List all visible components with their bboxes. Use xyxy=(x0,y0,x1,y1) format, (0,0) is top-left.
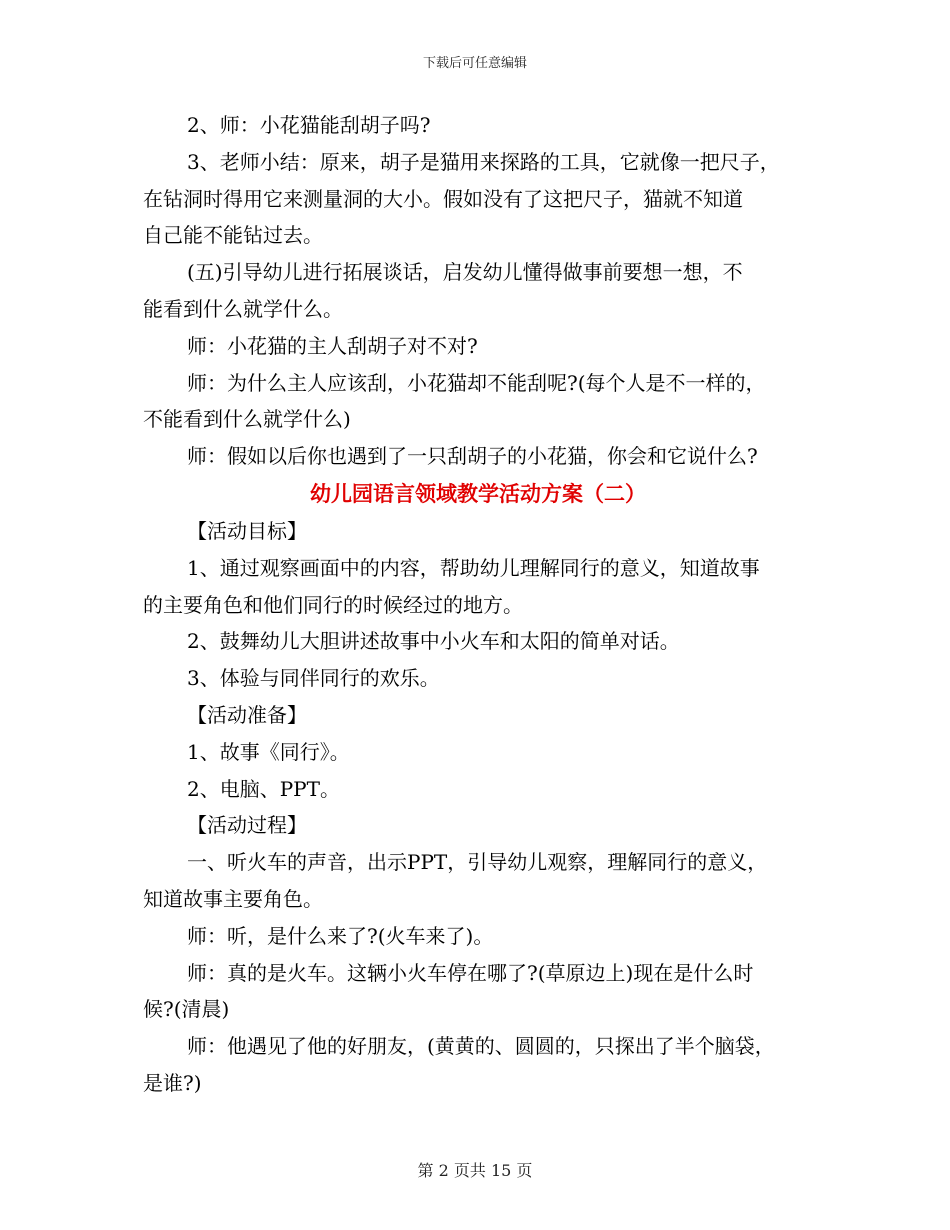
paragraph-line: 师：真的是火车。这辆小火车停在哪了?(草原边上)现在是什么时 xyxy=(187,960,754,985)
section-heading: 【活动准备】 xyxy=(187,702,307,727)
paragraph-line: 一、听火车的声音，出示PPT，引导幼儿观察，理解同行的意义， xyxy=(187,850,768,875)
paragraph-line: 不能看到什么就学什么) xyxy=(143,407,351,432)
paragraph-line: 候?(清晨) xyxy=(143,997,230,1022)
paragraph-line: 能看到什么就学什么。 xyxy=(143,296,343,321)
section-heading: 【活动目标】 xyxy=(187,518,307,543)
paragraph-line: 师：假如以后你也遇到了一只刮胡子的小花猫，你会和它说什么? xyxy=(187,444,758,469)
document-body xyxy=(143,107,813,1102)
paragraph-line: 师：小花猫的主人刮胡子对不对? xyxy=(187,333,478,358)
paragraph-line: 知道故事主要角色。 xyxy=(143,886,323,911)
paragraph-line: 是谁?) xyxy=(143,1070,202,1095)
paragraph-line: 1、通过观察画面中的内容，帮助幼儿理解同行的意义，知道故事 xyxy=(187,555,760,580)
paragraph-line: 师：听，是什么来了?(火车来了)。 xyxy=(187,923,494,948)
paragraph-line: 3、体验与同伴同行的欢乐。 xyxy=(187,666,440,691)
page-header: 下载后可任意编辑 xyxy=(422,56,527,71)
paragraph-line: 2、师：小花猫能刮胡子吗? xyxy=(187,113,431,137)
paragraph-line: 师：他遇见了他的好朋友，(黄黄的、圆圆的，只探出了半个脑袋， xyxy=(187,1034,775,1059)
section-title: 幼儿园语言领域教学活动方案（二） xyxy=(310,480,646,506)
page-footer: 第 2 页共 15 页 xyxy=(417,1161,533,1180)
paragraph-line: 2、鼓舞幼儿大胆讲述故事中小火车和太阳的简单对话。 xyxy=(187,629,680,654)
paragraph-line: 自己能不能钻过去。 xyxy=(143,223,323,248)
section-heading: 【活动过程】 xyxy=(187,813,307,838)
paragraph-line: 的主要角色和他们同行的时候经过的地方。 xyxy=(143,592,523,617)
paragraph-line: 2、电脑、PPT。 xyxy=(187,776,340,801)
paragraph-line: 师：为什么主人应该刮，小花猫却不能刮呢?(每个人是不一样的， xyxy=(187,370,766,395)
paragraph-line: 3、老师小结：原来，胡子是猫用来探路的工具，它就像一把尺子， xyxy=(187,149,780,174)
paragraph-line: 1、故事《同行》。 xyxy=(187,739,350,764)
paragraph-line: (五)引导幼儿进行拓展谈话，启发幼儿懂得做事前要想一想，不 xyxy=(187,260,743,285)
paragraph-line: 在钻洞时得用它来测量洞的大小。假如没有了这把尺子，猫就不知道 xyxy=(143,186,743,211)
